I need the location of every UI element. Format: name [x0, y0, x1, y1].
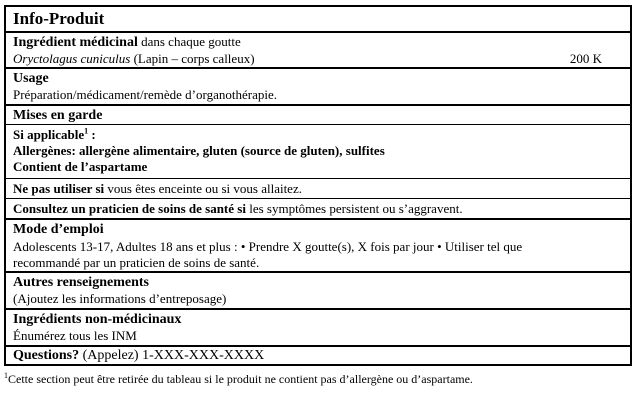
aspartame-line: Contient de l’aspartame [13, 159, 148, 174]
ingredient-species: Oryctolagus cuniculus [13, 51, 131, 66]
ingredient-source: (Lapin – corps calleux) [133, 51, 255, 66]
medicinal-heading-line [13, 34, 622, 51]
consult-warning-row [6, 198, 630, 218]
warnings-heading-row [6, 104, 630, 124]
medicinal-heading-suffix: dans chaque goutte [141, 34, 241, 49]
warnings-heading: Mises en garde [13, 108, 103, 123]
warnings-applicable-block [6, 124, 630, 178]
pregnancy-warning-row [6, 178, 630, 198]
usage-section [6, 67, 630, 104]
directions-line-1: Adolescents 13-17, Adultes 18 ans et plus : • Prendre X goutte(s), X fois par jour • Utiliser tel que [13, 239, 523, 254]
applicable-line: Si applicable$^1$ : [13, 126, 96, 142]
questions-row [6, 345, 630, 364]
questions-phone: (Appelez) 1-XXX-XXX-XXXX [79, 348, 265, 363]
title-row [6, 7, 630, 31]
footnote [4, 372, 632, 387]
medicinal-heading: Ingrédient médicinal [13, 35, 138, 50]
directions-line-2: recommandé par un praticien de soins de santé. [13, 255, 260, 270]
questions-line [13, 348, 622, 364]
footnote-marker: 1 [4, 371, 8, 380]
footnote-ref: 1 [84, 126, 89, 136]
table-title: Info-Produit [13, 9, 105, 28]
ingredient-quantity: 200 K [569, 51, 602, 66]
non-medicinal-section [6, 308, 630, 345]
directions-section [6, 218, 630, 271]
pregnancy-warning: Ne pas utiliser si vous êtes enceinte ou si vous allaitez. [13, 181, 302, 196]
product-facts-table [4, 5, 632, 366]
ingredient-line [13, 51, 622, 67]
consult-warning: Consultez un praticien de soins de santé si les symptômes persistent ou s’aggravent. [13, 201, 463, 216]
other-info-heading: Autres renseignements [13, 275, 149, 290]
other-info-section [6, 271, 630, 308]
medicinal-ingredient-section [6, 31, 630, 67]
applicable-label: Si applicable [13, 127, 85, 142]
directions-heading: Mode d’emploi [13, 222, 104, 237]
non-medicinal-text: Énumérez tous les INM [13, 328, 137, 343]
non-medicinal-heading: Ingrédients non-médicinaux [13, 312, 182, 327]
usage-heading: Usage [13, 71, 49, 86]
other-info-text: (Ajoutez les informations d’entreposage) [13, 291, 227, 306]
questions-label: Questions? [13, 348, 80, 363]
allergens-line: Allergènes: allergène alimentaire, gluten (source de gluten), sulfites [13, 143, 385, 158]
usage-text: Préparation/médicament/remède d’organothérapie. [13, 87, 277, 102]
footnote-text: Cette section peut être retirée du tableau si le produit ne contient pas d’allergène ou d’aspartame. [8, 372, 473, 386]
